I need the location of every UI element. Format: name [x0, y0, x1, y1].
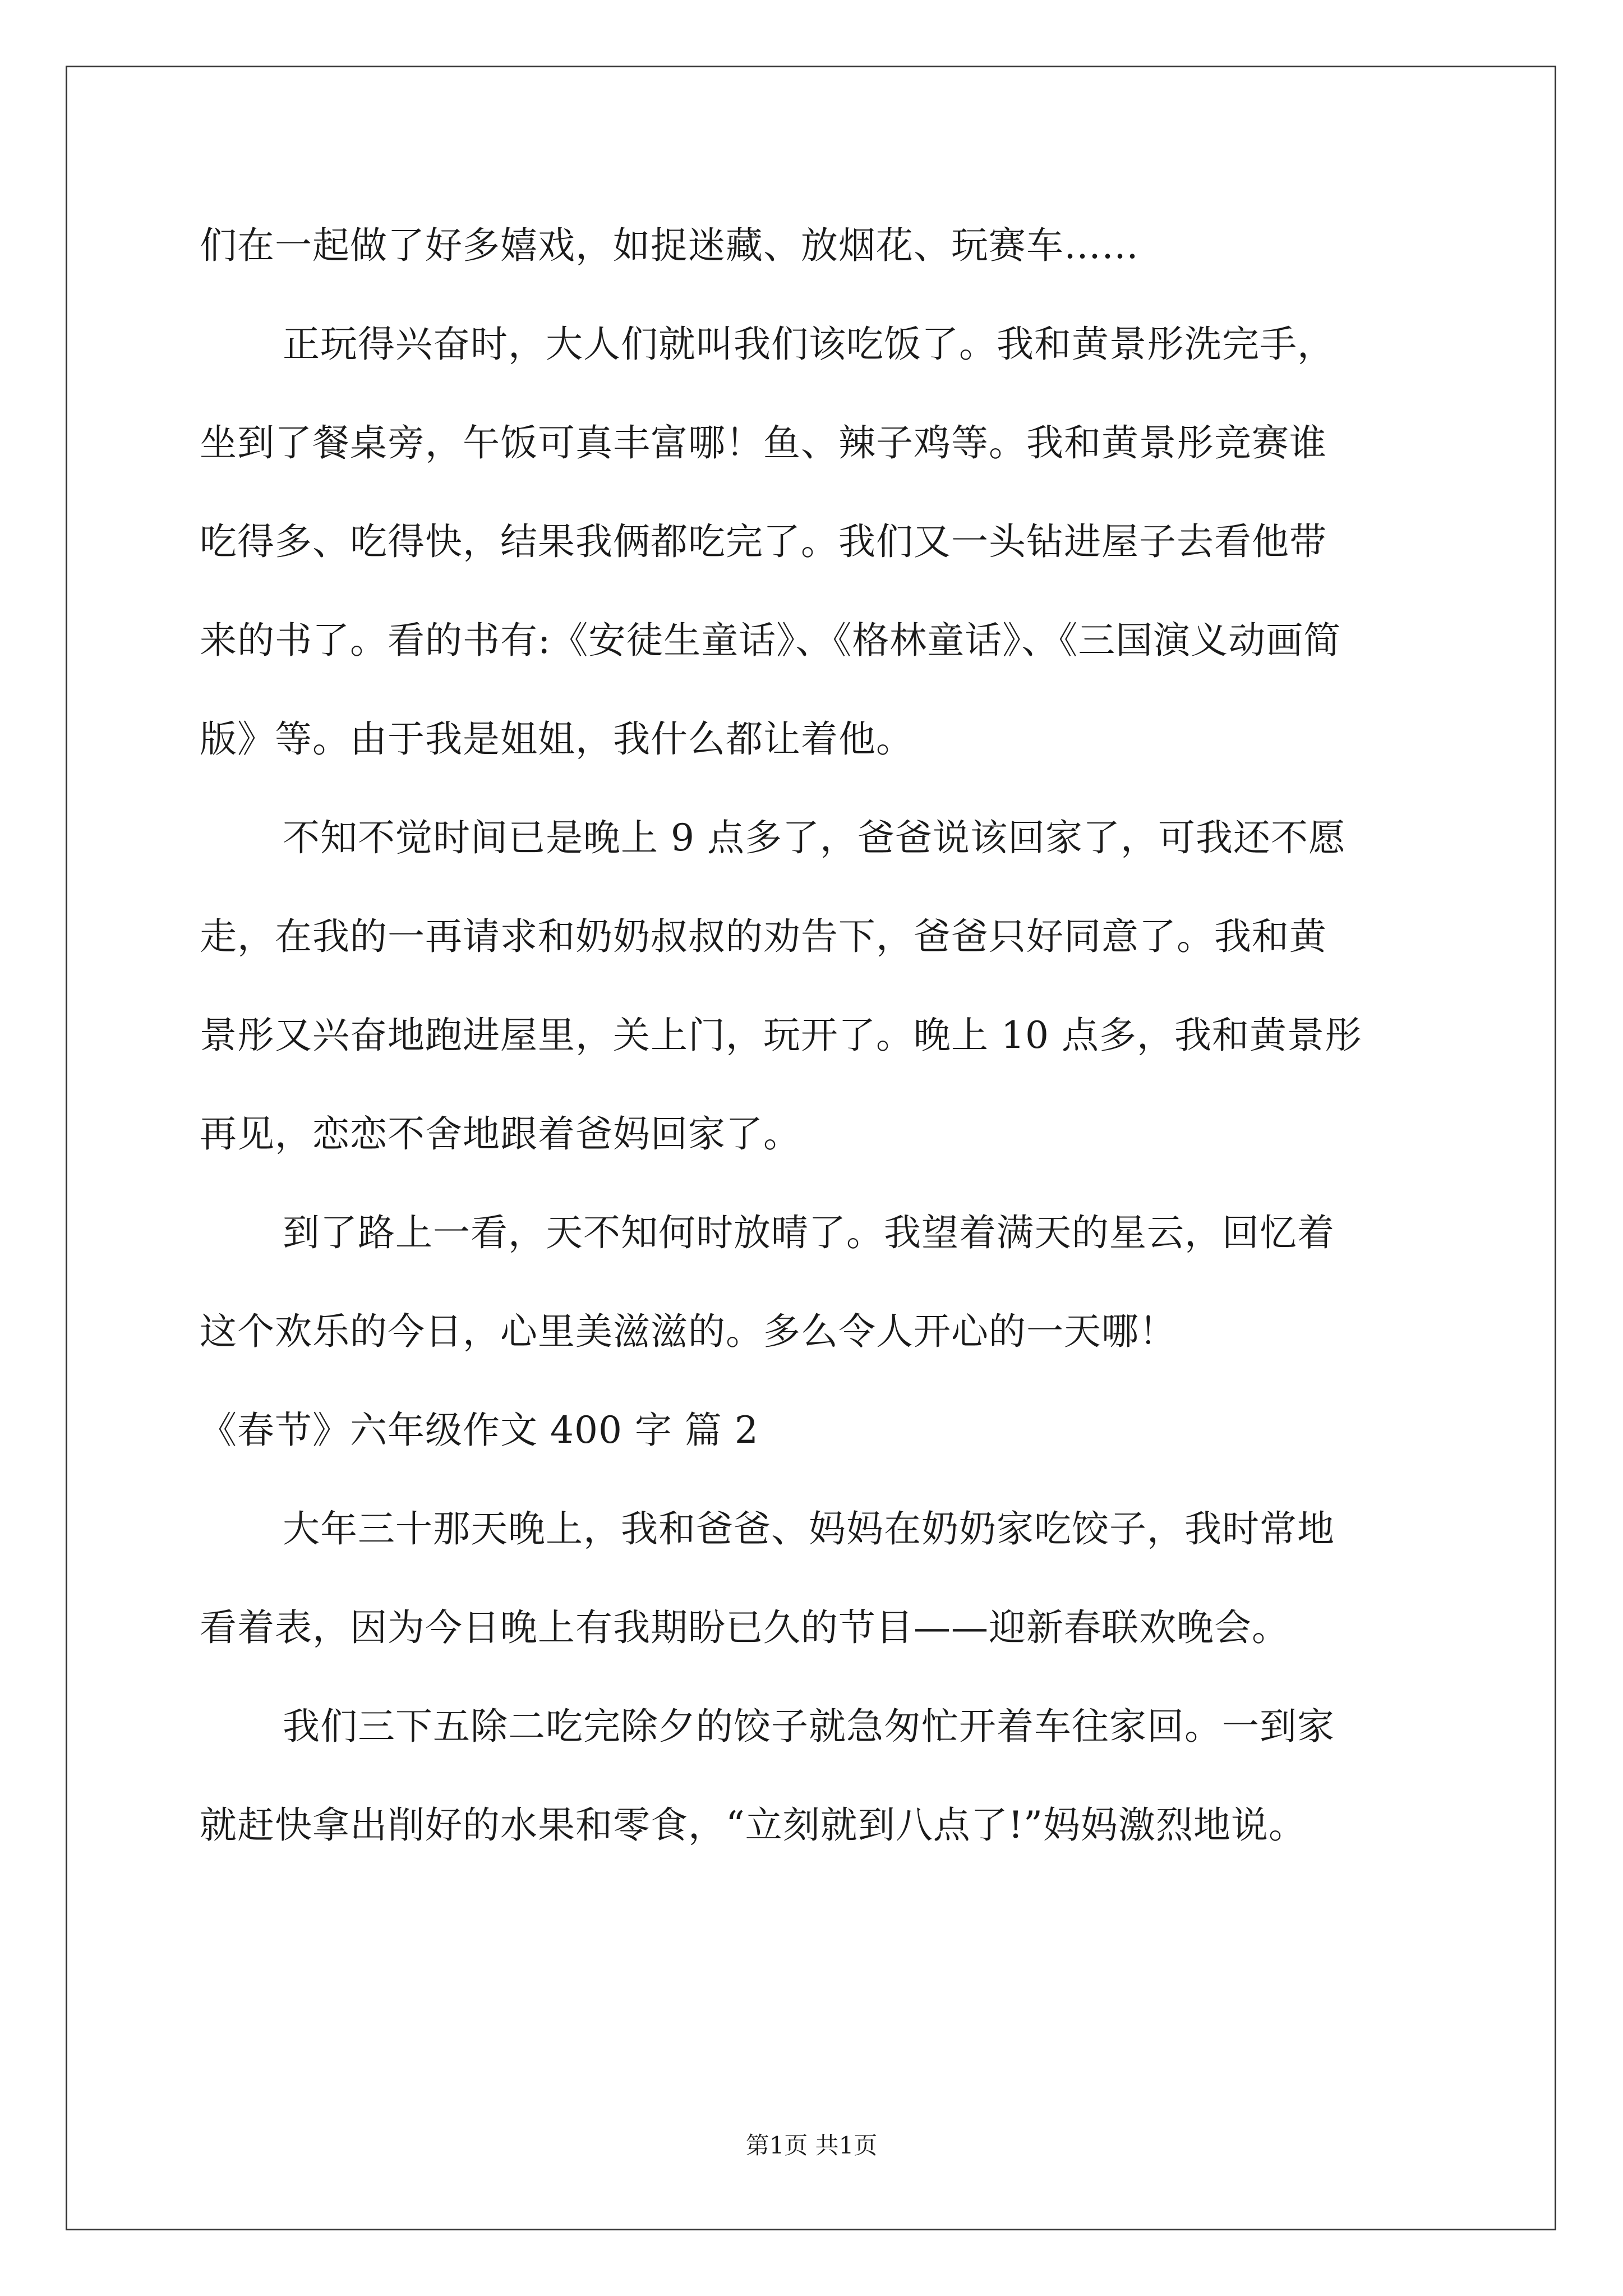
- section-heading: 《春节》六年级作文 400 字 篇 2: [200, 1409, 759, 1452]
- paragraph-start: 不知不觉时间已是晚上 9 点多了，爸爸说该回家了，可我还不愿: [283, 816, 1346, 859]
- page-footer: 第1页 共1页: [745, 2132, 878, 2159]
- text-line: 走，在我的一再请求和奶奶叔叔的劝告下，爸爸只好同意了。我和黄: [200, 915, 1327, 958]
- paragraph-start: 到了路上一看，天不知何时放晴了。我望着满天的星云，回忆着: [283, 1211, 1335, 1254]
- paragraph-start: 大年三十那天晚上，我和爸爸、妈妈在奶奶家吃饺子，我时常地: [283, 1507, 1335, 1550]
- text-line: 坐到了餐桌旁，午饭可真丰富哪！鱼、辣子鸡等。我和黄景彤竞赛谁: [200, 421, 1327, 464]
- text-line: 们在一起做了好多嬉戏，如捉迷藏、放烟花、玩赛车……: [200, 224, 1139, 267]
- text-line: 景彤又兴奋地跑进屋里，关上门，玩开了。晚上 10 点多，我和黄景彤: [200, 1014, 1362, 1057]
- paragraph-start: 正玩得兴奋时，大人们就叫我们该吃饭了。我和黄景彤洗完手，: [283, 323, 1335, 366]
- text-line: 版》等。由于我是姐姐，我什么都让着他。: [200, 717, 914, 761]
- text-line: 就赶快拿出削好的水果和零食，“立刻就到八点了!”妈妈激烈地说。: [200, 1803, 1307, 1847]
- text-line: 看着表，因为今日晚上有我期盼已久的节目——迎新春联欢晚会。: [200, 1606, 1289, 1649]
- text-line: 来的书了。看的书有:《安徒生童话》、《格林童话》、《三国演义动画简: [200, 619, 1341, 662]
- text-line: 这个欢乐的今日，心里美滋滋的。多么令人开心的一天哪！: [200, 1310, 1177, 1353]
- paragraph-start: 我们三下五除二吃完除夕的饺子就急匆忙开着车往家回。一到家: [283, 1705, 1335, 1748]
- text-line: 吃得多、吃得快，结果我俩都吃完了。我们又一头钻进屋子去看他带: [200, 520, 1327, 563]
- text-line: 再见，恋恋不舍地跟着爸妈回家了。: [200, 1112, 801, 1156]
